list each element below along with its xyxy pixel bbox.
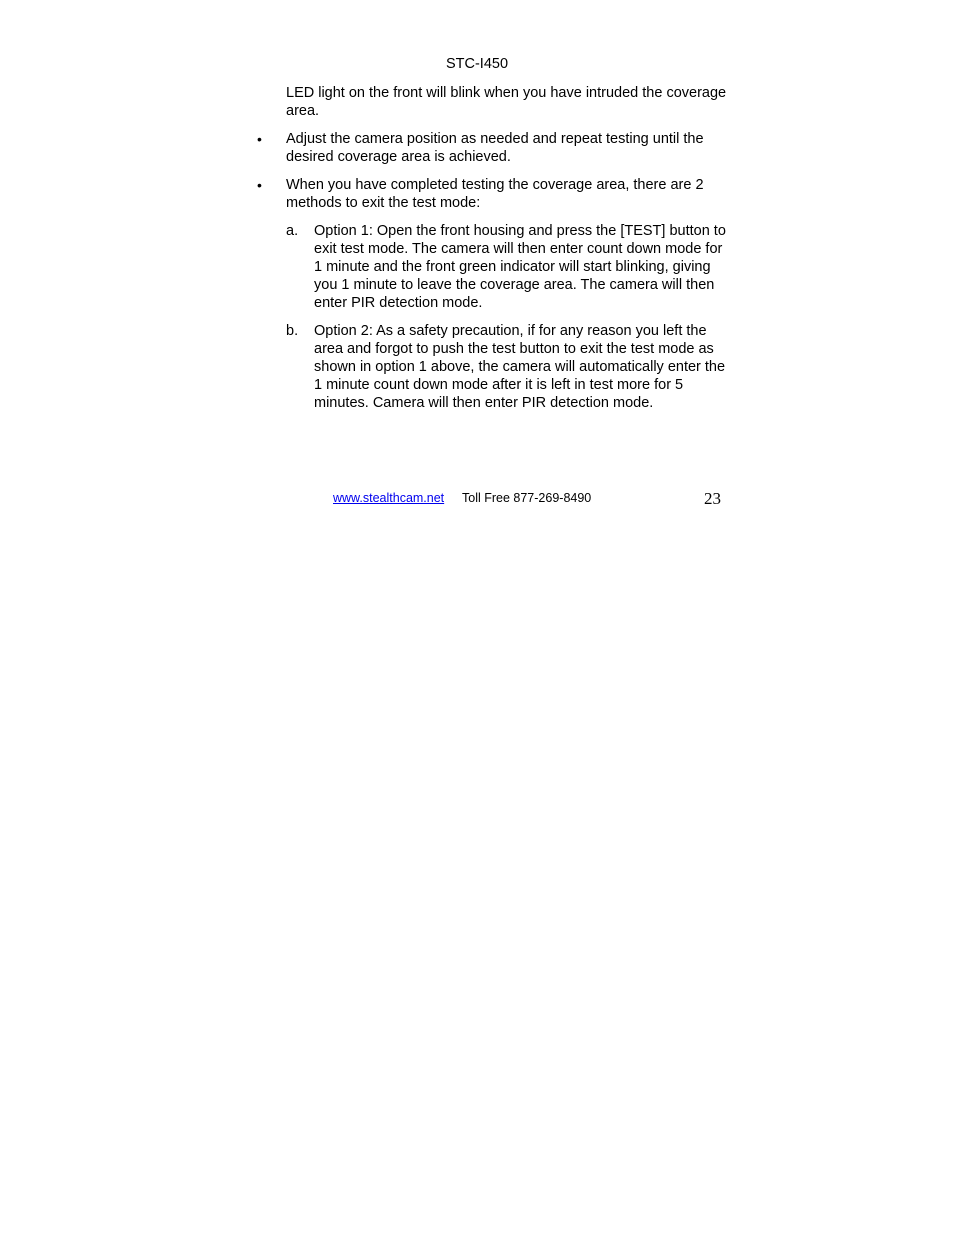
option-item-2	[286, 322, 734, 412]
bullet-text: When you have completed testing the coverage area, there are 2 methods to exit the test mode:	[286, 177, 704, 211]
bullet-text: Adjust the camera position as needed and repeat testing until the desired coverage area is achieved.	[286, 131, 704, 165]
bullet-item-exit-methods	[254, 176, 734, 412]
bullet-icon: •	[257, 131, 262, 147]
exit-options-list	[286, 222, 734, 412]
toll-free-number: Toll Free 877-269-8490	[462, 491, 592, 505]
intro-paragraph: LED light on the front will blink when you have intruded the coverage area.	[286, 85, 727, 119]
page-header	[0, 56, 954, 72]
model-name: STC-I450	[445, 56, 509, 72]
page-number: 23	[704, 489, 721, 508]
website-link[interactable]: www.stealthcam.net	[333, 491, 445, 505]
option-text: Option 2: As a safety precaution, if for any reason you left the area and forgot to push the test button to exit the test mode as shown in option 1 above, the camera will automatically enter the 1 minute count down mode after it is left in test more for 5 minutes. Camera will then enter PIR detection mode.	[314, 323, 726, 411]
page-footer	[333, 489, 733, 513]
bullet-icon: •	[257, 177, 262, 193]
option-item-1	[286, 222, 734, 312]
bullet-item-adjust	[254, 130, 734, 166]
manual-content	[254, 84, 734, 422]
option-text: Option 1: Open the front housing and press the [TEST] button to exit test mode. The camera will then enter count down mode for 1 minute and the front green indicator will start blinking, giving you 1 minute to leave the coverage area. The camera will then enter PIR detection mode.	[314, 223, 726, 311]
option-marker: b.	[286, 323, 299, 339]
option-marker: a.	[286, 223, 299, 239]
